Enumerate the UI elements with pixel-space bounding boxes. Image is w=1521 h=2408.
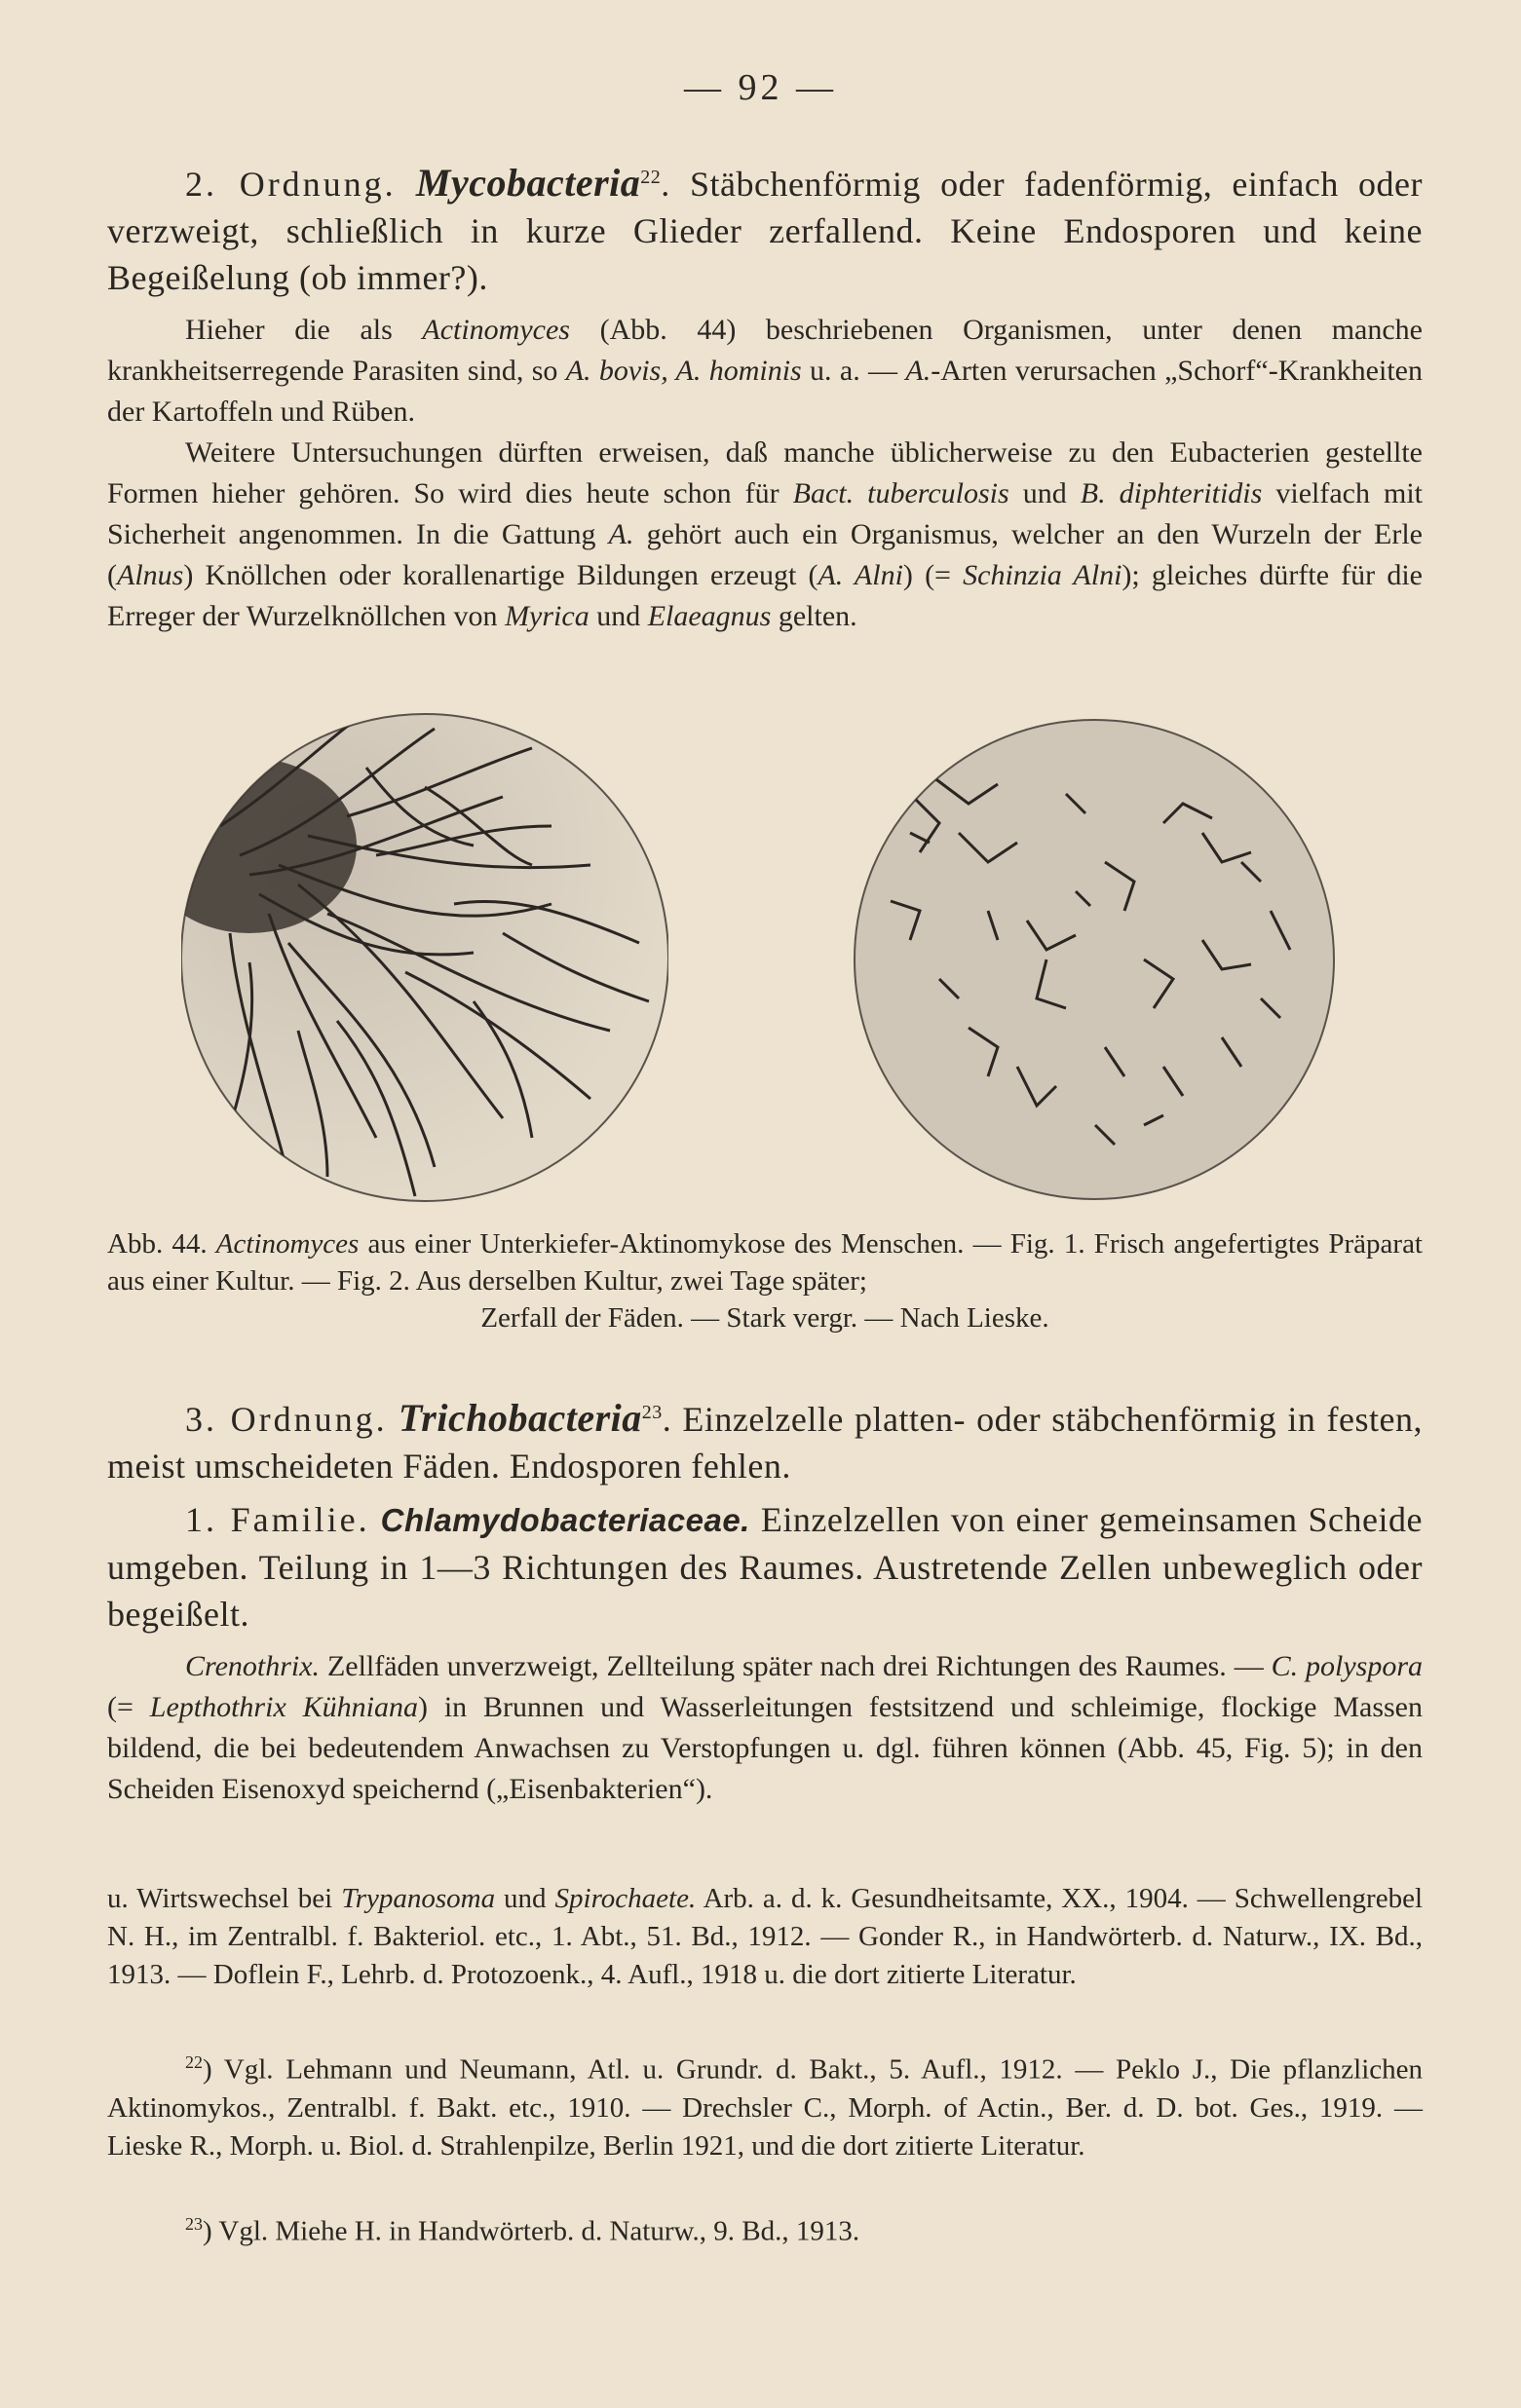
italic-run: A. Alni [818, 559, 903, 591]
italic-run: B. diphteritidis [1080, 477, 1263, 509]
footnote-text: ) Vgl. Miehe H. in Handwörterb. d. Naturw., 9. Bd., 1913. [203, 2215, 860, 2247]
italic-run: A. [905, 355, 932, 387]
caption-label: Abb. 44. [107, 1228, 216, 1260]
text-run: und [589, 600, 648, 632]
text-run: Hieher die als [185, 314, 423, 346]
italic-run: C. polyspora [1271, 1650, 1423, 1682]
family-name: Chlamydobacteriaceae. [380, 1502, 750, 1538]
footnote-22 [107, 2044, 1423, 2165]
text-run: und [1008, 477, 1081, 509]
text-run: gehört auch ein Organismus, welcher an den Wurzeln der Erle ( [107, 518, 1423, 591]
footnote-23 [107, 2205, 1423, 2251]
text-run: -Arten verursachen „Schorf“-Krankheiten der Kartoffeln und Rüben. [107, 355, 1423, 428]
text-run: ) (= [902, 559, 964, 591]
text-run: vielfach mit Sicherheit angenommen. In die Gattung [107, 477, 1424, 550]
italic-run: Elaeagnus [647, 600, 772, 632]
italic-run: Schinzia Alni [963, 559, 1122, 591]
section-order-3 [107, 1389, 1423, 1489]
text-run: ) Knöllchen oder korallenartige Bildungen erzeugt ( [183, 559, 818, 591]
italic-run: Actinomyces [422, 314, 570, 346]
footnote-ref: 22 [640, 167, 662, 188]
italic-run: Lepthothrix Kühniana [149, 1691, 418, 1723]
section-order-2 [107, 154, 1423, 301]
text-run: gelten. [771, 600, 857, 632]
footnote-mark: 23 [185, 2214, 203, 2234]
figure-caption-line-3: Zerfall der Fäden. — Stark vergr. — Nach Lieske. [480, 1302, 1049, 1334]
family-label: 1. Familie. [185, 1500, 370, 1539]
italic-run: Spirochaete. [554, 1883, 697, 1914]
paragraph-crenothrix [107, 1646, 1423, 1810]
footnote-text: ) Vgl. Lehmann und Neumann, Atl. u. Grundr. d. Bakt., 5. Aufl., 1912. — Peklo J., Die pflanzlichen Aktinomykos., Zentralbl. f. Bakt. etc., 1910. — Drechsler C., Morph. of Actin., Ber. d. D. bot. Ges., 1919. — Lieske R., Morph. u. Biol. d. Strahlenpilze, Berlin 1921, und die dort zitierte Literatur. [107, 2053, 1423, 2162]
paragraph-actinomyces [107, 310, 1423, 433]
italic-run: Alnus [117, 559, 184, 591]
figure-2-micrograph [852, 716, 1337, 1203]
italic-run: Myrica [505, 600, 589, 632]
italic-run: Trypanosoma [341, 1883, 496, 1914]
text-run: und [495, 1883, 555, 1914]
italic-run: Bact. tuberculosis [792, 477, 1009, 509]
text-run: Zellfäden unverzweigt, Zellteilung später nach drei Richtungen des Raumes. — [320, 1650, 1272, 1682]
text-run: Weitere Untersuchungen dürften erweisen, daß manche üblicherweise zu den Eubacterien gestellte Formen hieher gehören. So wird dies heute schon für [107, 436, 1423, 509]
footnote-mark: 22 [185, 2052, 203, 2072]
order-label: 2. Ordnung. [185, 165, 397, 204]
page-number: — 92 — [684, 67, 837, 108]
order-label: 3. Ordnung. [185, 1400, 388, 1439]
order-description: . Einzelzelle platten- oder stäbchenförmig in festen, meist umscheideten Fäden. Endosporen fehlen. [107, 1400, 1423, 1486]
text-run: Arb. a. d. k. Gesundheitsamte, XX., 1904. — Schwellengrebel N. H., im Zentralbl. f. Bakteriol. etc., 1. Abt., 51. Bd., 1912. — Gonder R., in Handwörterb. d. Naturw., IX. Bd., 1913. — Doflein F., Lehrb. d. Protozoenk., 4. Aufl., 1918 u. die dort zitierte Literatur. [107, 1883, 1424, 1990]
italic-run: Crenothrix. [185, 1650, 321, 1682]
text-run: u. a. — [801, 355, 906, 387]
footnote-ref: 23 [641, 1402, 663, 1423]
text-run: u. Wirtswechsel bei [107, 1883, 342, 1914]
text-run: ); gleiches dürfte für die Erreger der Wurzelknöllchen von [107, 559, 1423, 632]
text-run: ) in Brunnen und Wasserleitungen festsitzend und schleimige, flockige Massen bildend, die bei bedeutendem Anwachsen zu Verstopfungen u. dgl. führen können (Abb. 45, Fig. 5); in den Scheiden Eisenoxyd speichernd („Eisenbakterien“). [107, 1691, 1423, 1805]
family-chlamydobacteriaceae [107, 1496, 1423, 1637]
paragraph-further-research [107, 433, 1423, 637]
family-description: Einzelzellen von einer gemeinsamen Scheide umgeben. Teilung in 1—3 Richtungen des Raumes. Austretende Zellen unbeweglich oder begeißelt. [107, 1500, 1423, 1634]
text-run: (= [107, 1691, 150, 1723]
order-name: Mycobacteria [415, 161, 641, 205]
text-run: (Abb. 44) beschriebenen Organismen, unter denen manche krankheitserregende Parasiten sind, so [107, 314, 1423, 387]
italic-run: A. [608, 518, 634, 550]
order-description: . Stäbchenförmig oder fadenförmig, einfach oder verzweigt, schließlich in kurze Glieder zerfallend. Keine Endosporen und keine Begeißelung (ob immer?). [107, 165, 1423, 297]
figure-caption [107, 1225, 1423, 1299]
order-name: Trichobacteria [398, 1396, 642, 1440]
italic-run: A. bovis, A. hominis [565, 355, 802, 387]
caption-italic: Actinomyces [215, 1228, 360, 1260]
figure-1-micrograph [181, 709, 668, 1206]
footnote-continued [107, 1880, 1423, 1994]
caption-text: aus einer Unterkiefer-Aktinomykose des Menschen. — Fig. 1. Frisch angefertigtes Präparat aus einer Kultur. — Fig. 2. Aus derselben Kultur, zwei Tage später; [107, 1228, 1423, 1297]
